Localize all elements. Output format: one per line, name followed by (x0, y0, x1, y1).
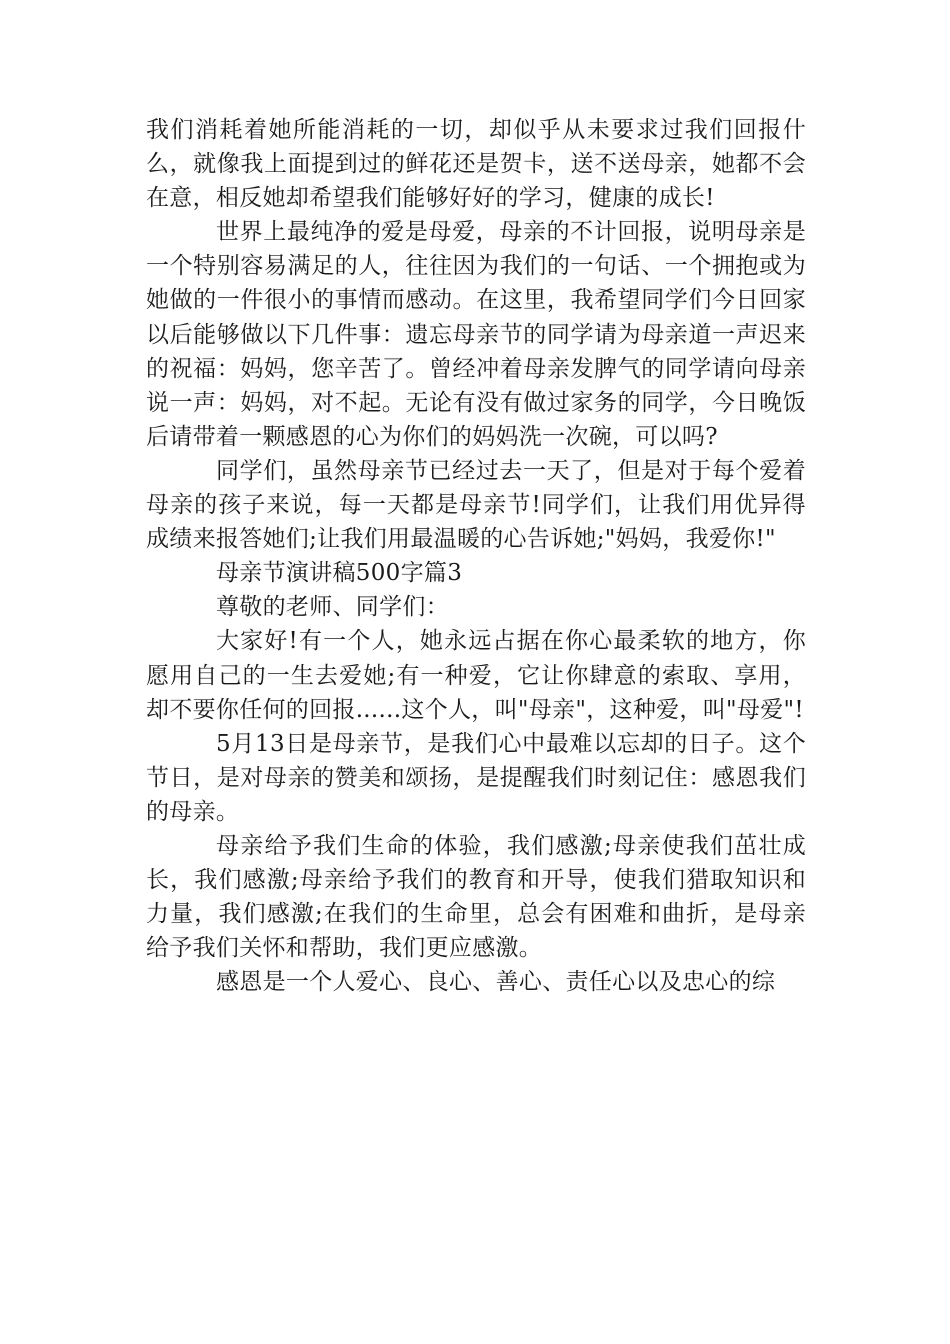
paragraph-every-day: 同学们，虽然母亲节已经过去一天了，但是对于每个爱着母亲的孩子来说，每一天都是母亲节!同学们，让我们用优异得成绩来报答她们;让我们用最温暖的心告诉她;"妈妈，我爱你!" (146, 457, 806, 553)
paragraph-may-13: 5月13日是母亲节，是我们心中最难以忘却的日子。这个节日，是对母亲的赞美和颂扬，是提醒我们时刻记住：感恩我们的母亲。 (146, 730, 806, 825)
document-body (146, 113, 806, 999)
paragraph-grateful: 母亲给予我们生命的体验，我们感激;母亲使我们茁壮成长，我们感激;母亲给予我们的教育和开导，使我们猎取知识和力量，我们感激;在我们的生命里，总会有困难和曲折，是母亲给予我们关怀和帮助，我们更应感激。 (146, 832, 806, 962)
paragraph-purest-love: 世界上最纯净的爱是母爱，母亲的不计回报，说明母亲是一个特别容易满足的人，往往因为我们的一句话、一个拥抱或为她做的一件很小的事情而感动。在这里，我希望同学们今日回家以后能够做以下几件事：遗忘母亲节的同学请为母亲道一声迟来的祝福：妈妈，您辛苦了。曾经冲着母亲发脾气的同学请向母亲说一声：妈妈，对不起。无论有没有做过家务的同学，今日晚饭后请带着一颗感恩的心为你们的妈妈洗一次碗，可以吗? (146, 219, 806, 450)
paragraph-gratitude-is: 感恩是一个人爱心、良心、善心、责任心以及忠心的综 (216, 969, 776, 996)
section-title: 母亲节演讲稿500字篇3 (216, 560, 463, 587)
salutation: 尊敬的老师、同学们： (216, 594, 449, 621)
paragraph-hello: 大家好!有一个人，她永远占据在你心最柔软的地方，你愿用自己的一生去爱她;有一种爱，它让你肆意的索取、享用，却不要你任何的回报......这个人，叫"母亲"，这种爱，叫"母爱"! (146, 628, 806, 723)
paragraph-continued: 我们消耗着她所能消耗的一切，却似乎从未要求过我们回报什么，就像我上面提到过的鲜花还是贺卡，送不送母亲，她都不会在意，相反她却希望我们能够好好的学习，健康的成长! (146, 117, 806, 212)
